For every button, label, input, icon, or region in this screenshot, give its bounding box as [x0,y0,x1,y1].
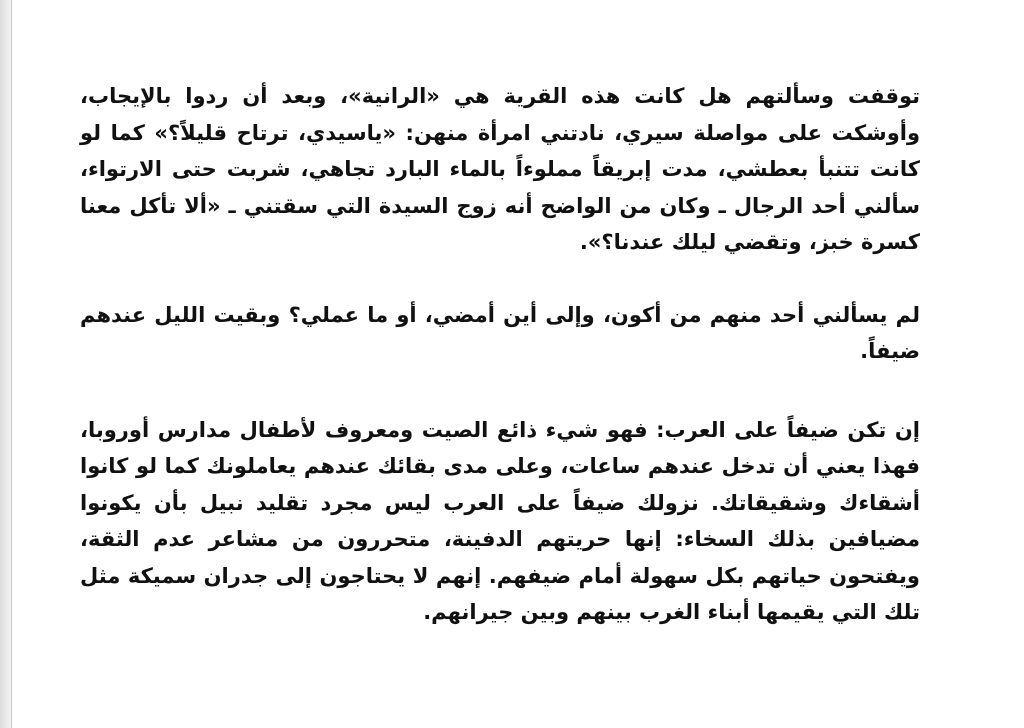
paragraph-arab-hospitality: إن تكن ضيفاً على العرب: فهو شيء ذائع الصيت ومعروف لأطفال مدارس أوروبا، فهذا يعني أن تدخل عندهم ساعات، وعلى مدى بقائك عندهم يعاملونك كما لو كانوا أشقاءك وشقيقاتك. نزولك ضيفاً على العرب ليس مجرد تقليد نبيل بأن يكونوا مضيافين بذلك السخاء: إنها حريتهم الدفينة، متحررون من مشاعر عدم الثقة، ويفتحون حياتهم بكل سهولة أمام ضيفهم. إنهم لا يحتاجون إلى جدران سميكة مثل تلك التي يقيمها أبناء الغرب بينهم وبين جيرانهم. [80,417,920,624]
paragraph-village-arrival: توقفت وسألتهم هل كانت هذه القرية هي «الرانية»، وبعد أن ردوا بالإيجاب، وأوشكت على مواصلة سيري، نادتني امرأة منهن: «ياسيدي، ترتاح قليلاً؟» كما لو كانت تتنبأ بعطشي، مدت إبريقاً مملوءاً بالماء البارد تجاهي، شربت حتى الارتواء، سألني أحد الرجال ـ وكان من الواضح أنه زوج السيدة التي سقتني ـ «ألا تأكل معنا كسرة خبز، وتقضي ليلك عندنا؟». [80,84,920,254]
document-page [80,78,920,631]
paragraph-night-guest: لم يسألني أحد منهم من أكون، وإلى أين أمضي، أو ما عملي؟ وبقيت الليل عندهم ضيفاً. [80,302,920,363]
page-left-edge [0,0,12,728]
